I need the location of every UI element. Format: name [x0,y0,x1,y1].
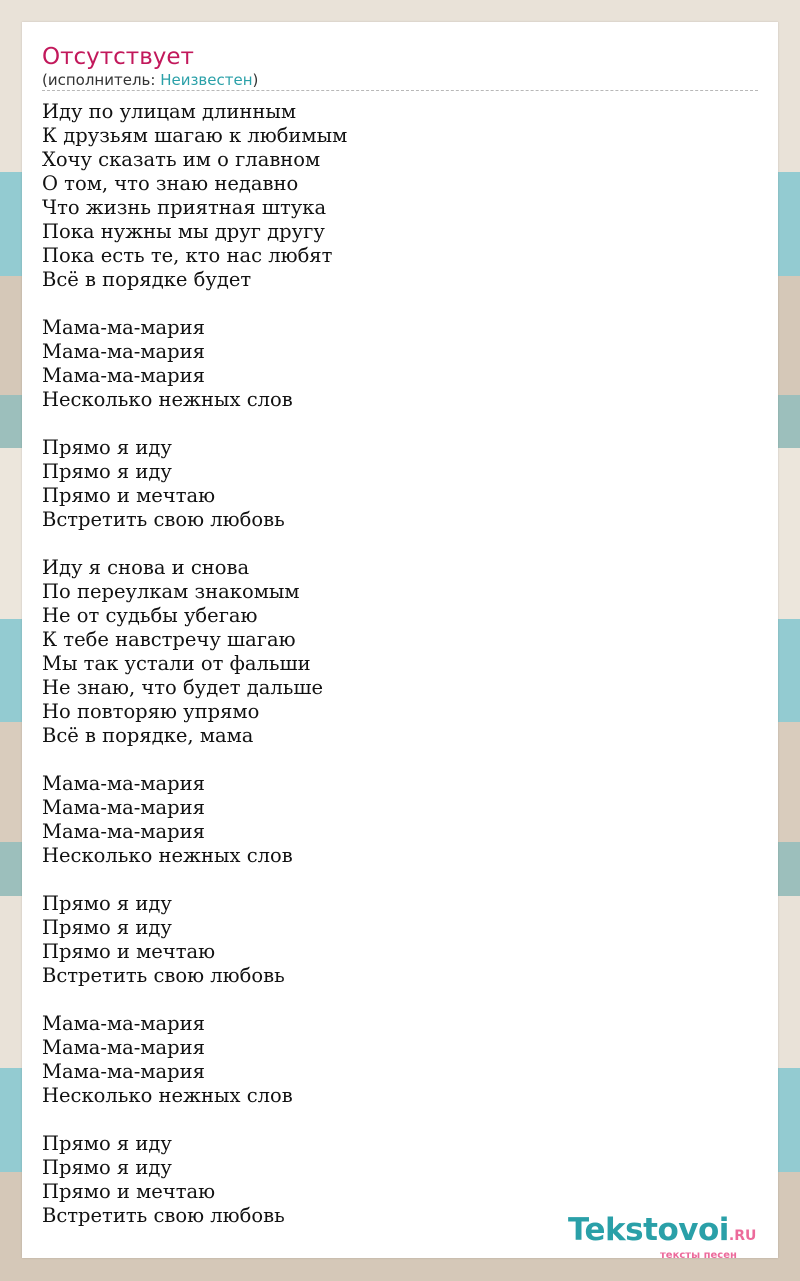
logo-tagline: тексты песен [660,1250,737,1261]
lyric-line: О том, что знаю недавно [42,172,299,195]
lyric-line: Мама-ма-мария [42,316,205,339]
lyric-line: Несколько нежных слов [42,388,293,411]
lyric-line: Но повторяю упрямо [42,700,260,723]
divider [42,90,758,91]
lyric-line: Прямо я иду [42,460,172,483]
stanza [42,1012,758,1108]
artist-prefix: (исполнитель: [42,71,161,89]
lyric-line: Встретить свою любовь [42,964,285,987]
lyric-line: Прямо и мечтаю [42,1180,216,1203]
lyric-line: Встретить свою любовь [42,508,285,531]
lyric-line: Несколько нежных слов [42,844,293,867]
lyric-line: К друзьям шагаю к любимым [42,124,348,147]
lyric-line: Иду я снова и снова [42,556,250,579]
lyric-line: Всё в порядке, мама [42,724,254,747]
lyric-line: Прямо я иду [42,916,172,939]
lyric-line: По переулкам знакомым [42,580,300,603]
logo-wordmark: Tekstovoi [568,1212,729,1248]
lyric-line: Мама-ма-мария [42,1036,205,1059]
stanza [42,100,758,292]
lyric-line: Мама-ма-мария [42,340,205,363]
lyric-line: Мама-ма-мария [42,796,205,819]
stanza [42,316,758,412]
lyric-line: Пока нужны мы друг другу [42,220,325,243]
lyric-line: Прямо и мечтаю [42,940,216,963]
artist-line [42,71,258,89]
lyric-line: Мама-ма-мария [42,820,205,843]
stanza [42,556,758,748]
lyric-line: Прямо и мечтаю [42,484,216,507]
lyrics-card [22,22,778,1261]
lyric-line: Мама-ма-мария [42,364,205,387]
lyric-line: Пока есть те, кто нас любят [42,244,333,267]
lyric-line: Мы так устали от фальши [42,652,311,675]
lyric-line: Мама-ма-мария [42,1060,205,1083]
lyric-line: Мама-ма-мария [42,1012,205,1035]
site-logo[interactable] [568,1212,757,1261]
lyrics-body [42,100,758,1252]
lyric-line: Иду по улицам длинным [42,100,297,123]
lyric-line: Прямо я иду [42,436,172,459]
stanza [42,892,758,988]
lyric-line: Мама-ма-мария [42,772,205,795]
lyric-line: Всё в порядке будет [42,268,252,291]
lyric-line: Хочу сказать им о главном [42,148,321,171]
lyric-line: К тебе навстречу шагаю [42,628,296,651]
lyric-line: Встретить свою любовь [42,1204,285,1227]
stanza [42,436,758,532]
lyric-line: Несколько нежных слов [42,1084,293,1107]
artist-suffix: ) [252,71,259,89]
lyric-line: Не знаю, что будет дальше [42,676,324,699]
lyric-line: Прямо я иду [42,1156,172,1179]
lyric-line: Прямо я иду [42,1132,172,1155]
lyric-line: Что жизнь приятная штука [42,196,327,219]
logo-tld: .RU [728,1228,757,1244]
song-title: Отсутствует [42,44,194,70]
stanza [42,772,758,868]
artist-link[interactable]: Неизвестен [160,71,253,89]
lyric-line: Прямо я иду [42,892,172,915]
lyric-line: Не от судьбы убегаю [42,604,258,627]
